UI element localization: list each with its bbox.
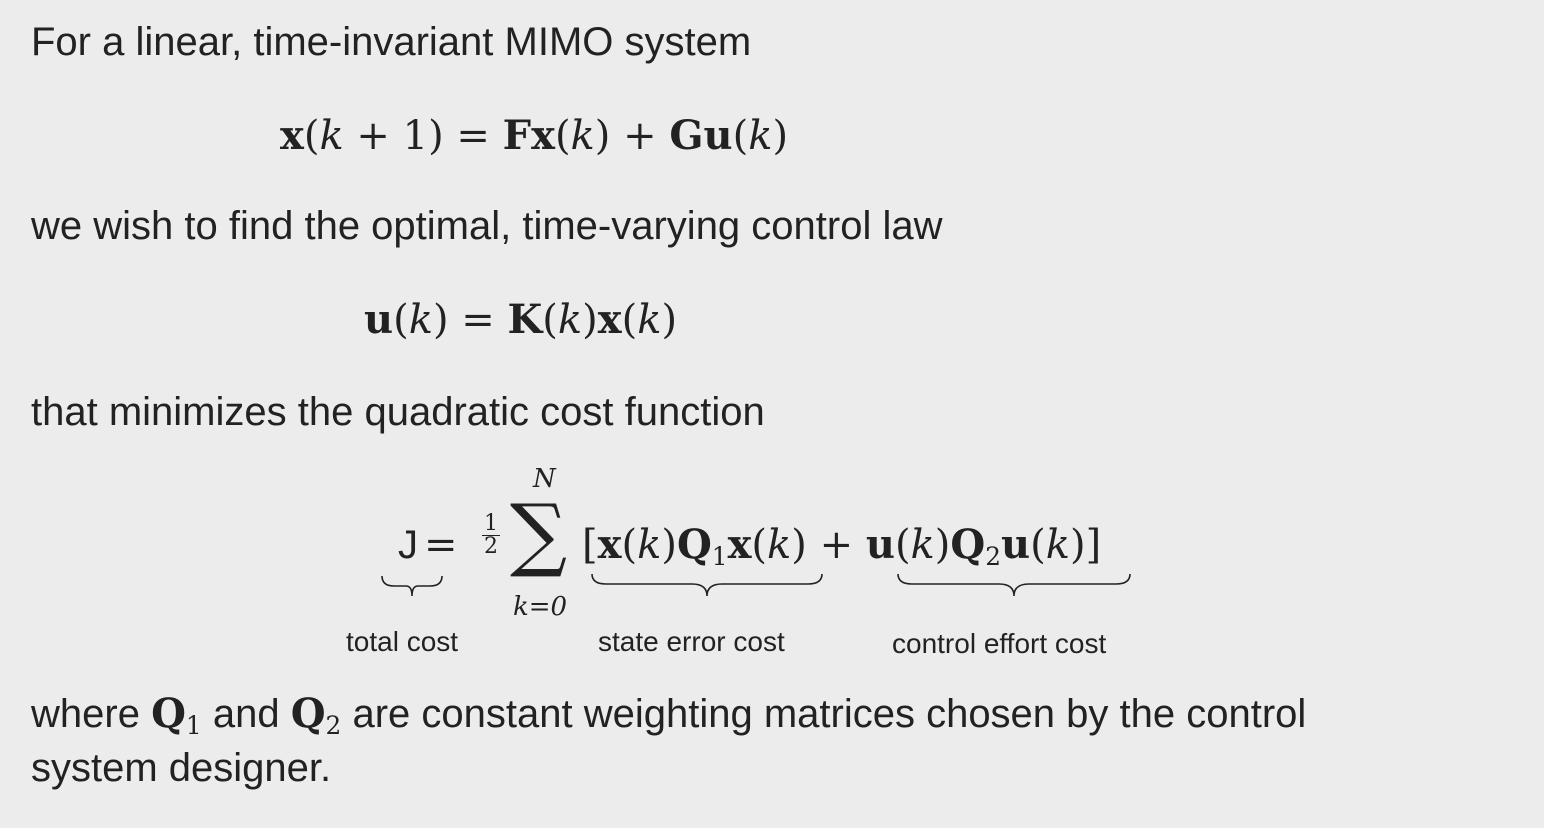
- law-k1: k: [408, 297, 433, 343]
- cost-Q2-sub: 2: [985, 541, 1002, 571]
- state-equation: x(k + 1) = Fx(k) + Gu(k): [280, 112, 789, 159]
- law-k2: k: [557, 297, 583, 343]
- cost-Q1: Q: [676, 521, 712, 568]
- seek-text: we wish to find the optimal, time-varying control law: [31, 204, 943, 248]
- cost-bracket-expression: $[x(k)Q_1x(k) + u(k)Q_2u(k)]$: [582, 521, 1102, 571]
- cost-half: [478, 513, 504, 558]
- eq-G: G: [669, 112, 704, 159]
- law-x: x: [597, 296, 622, 343]
- sum-lower: [513, 594, 567, 620]
- eq-plus: +: [610, 113, 670, 159]
- law-u: u: [364, 296, 394, 343]
- control-effort-underbrace: [896, 572, 1132, 600]
- cost-equals: =: [424, 522, 458, 568]
- intro-text: For a linear, time-invariant MIMO system: [31, 20, 752, 64]
- cost-Q1-sub: 1: [711, 541, 728, 571]
- eq-k3: k: [748, 113, 773, 159]
- cost-half-den: 2: [484, 534, 498, 559]
- cost-k1: k: [637, 522, 662, 568]
- eq-x: x: [280, 112, 304, 159]
- eq-k: k: [319, 113, 344, 159]
- cost-u2: u: [1001, 521, 1031, 568]
- eq-F: F: [502, 112, 532, 159]
- cost-x1: x: [597, 521, 622, 568]
- sum-symbol: ∑: [510, 487, 568, 580]
- eq-k2: k: [570, 113, 595, 159]
- where-Q2: [290, 690, 342, 740]
- cost-k3: k: [910, 522, 935, 568]
- where-Q2-sub: 2: [325, 710, 342, 740]
- eq-u: u: [703, 112, 733, 159]
- state-error-underbrace: [590, 572, 824, 600]
- where-text-line2: system designer.: [31, 746, 332, 790]
- sum-lower-k: k=0: [513, 592, 568, 622]
- cost-u1: u: [865, 521, 895, 568]
- where-Q2-letter: Q: [290, 690, 326, 737]
- cost-J: J: [398, 523, 418, 567]
- where-text-line1: [31, 690, 1307, 740]
- cost-plus: +: [806, 522, 866, 568]
- control-law-equation: u(k) = K(k)x(k): [364, 296, 678, 343]
- where-suffix: are constant weighting matrices chosen by the control: [352, 692, 1307, 736]
- cost-k4: k: [1045, 522, 1070, 568]
- control-effort-cost-label: control effort cost: [892, 628, 1107, 659]
- cost-Q2: Q: [950, 521, 986, 568]
- law-equals: =: [448, 297, 508, 343]
- sum-upper: N: [533, 464, 556, 494]
- where-Q1-sub: 1: [185, 710, 202, 740]
- state-error-cost-label: state error cost: [598, 626, 785, 657]
- total-cost-underbrace: [380, 574, 444, 600]
- where-prefix: where: [31, 692, 140, 736]
- where-Q1: [151, 690, 202, 740]
- total-cost-label: total cost: [346, 626, 459, 657]
- law-k3: k: [637, 297, 662, 343]
- minimize-text: that minimizes the quadratic cost function: [31, 390, 765, 434]
- where-and: and: [212, 692, 280, 736]
- eq-plus-one: + 1): [343, 113, 444, 159]
- cost-half-num: 1: [484, 511, 498, 536]
- eq-equals: =: [443, 113, 503, 159]
- eq-x2: x: [531, 112, 555, 159]
- law-K: K: [507, 296, 543, 343]
- cost-x2: x: [727, 521, 752, 568]
- where-Q1-letter: Q: [151, 690, 186, 737]
- cost-k2: k: [767, 522, 792, 568]
